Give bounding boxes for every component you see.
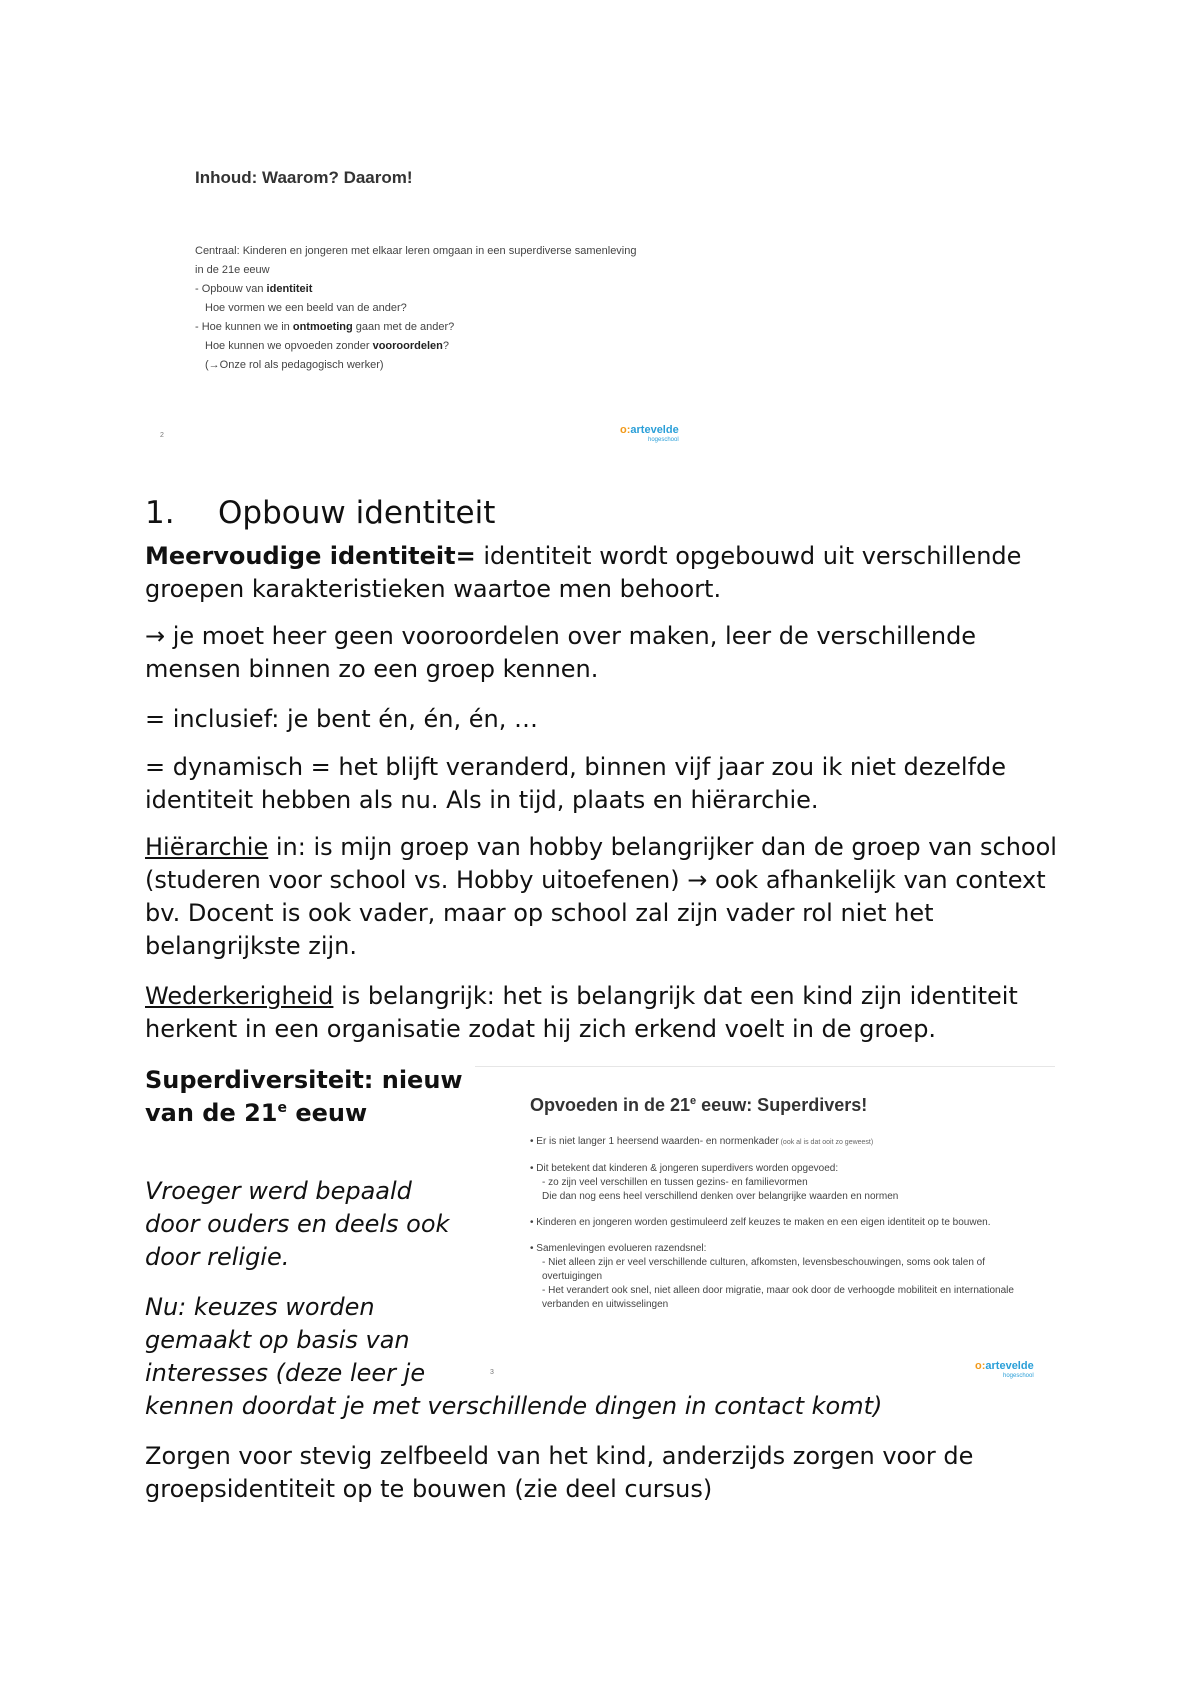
slide-text: - Hoe kunnen we in <box>195 321 293 333</box>
slide-line: in de 21e eeuw <box>195 264 270 276</box>
slide-subline: Hoe vormen we een beeld van de ander? <box>205 302 407 314</box>
paragraph-text: in: is mijn groep van hobby belangrijker dan de groep van school (studeren voor school vs. Hobby uitoefenen) → ook afhankelijk van context bv. Docent is ook vader, maar op school zal zijn vader rol niet het belangrijkste zijn. <box>145 833 1057 960</box>
slide-page-number: 2 <box>160 432 164 439</box>
slide-bullet <box>195 280 695 299</box>
slide-bullet <box>530 1135 1030 1150</box>
superdiversiteit-heading <box>145 1064 465 1130</box>
slide-page-number: 3 <box>490 1369 494 1376</box>
slide-bold: vooroordelen <box>372 340 443 352</box>
slide-bullet: • Kinderen en jongeren worden gestimuleerd zelf keuzes te maken en een eigen identiteit op te bouwen. <box>530 1217 991 1228</box>
slide-subbullet: - zo zijn veel verschillen en tussen gezins- en familievormen <box>542 1177 808 1188</box>
slide-bullet <box>195 318 695 337</box>
slide-bold: identiteit <box>266 283 313 295</box>
paragraph-text: identiteit wordt opgebouwd uit verschillende groepen karakteristieken waartoe men behoort. <box>145 542 1022 603</box>
paragraph-wederkerigheid <box>145 980 1065 1046</box>
slide-subline: (→Onze rol als pedagogisch werker) <box>205 359 384 371</box>
slide-text: ? <box>442 340 449 352</box>
slide-image-superdivers <box>475 1066 1055 1387</box>
heading-text: eeuw <box>287 1099 368 1127</box>
slide-image-contents <box>150 150 710 450</box>
slide-subbullet: - Het verandert ook snel, niet alleen door migratie, maar ook door de verhoogde mobiliteit en internationale verbanden en uitwisselingen <box>542 1285 1014 1310</box>
heading-text: Superdiversiteit: nieuw van de 21 <box>145 1066 463 1127</box>
slide-line: Centraal: Kinderen en jongeren met elkaar leren omgaan in een superdiverse samenleving <box>195 245 637 257</box>
slide-text: - Opbouw van <box>195 283 267 295</box>
logo-subtext: hogeschool <box>648 437 679 443</box>
logo-text: arteveldе <box>985 1360 1034 1372</box>
slide-text: gaan met de ander? <box>352 321 455 333</box>
slide-text: • Er is niet langer 1 heersend waarden- en normenkader <box>530 1136 779 1147</box>
term-underlined: Hiërarchie <box>145 833 269 861</box>
paragraph-hierarchie <box>145 831 1065 963</box>
arteveldе-logo <box>620 425 679 443</box>
logo-mark: o: <box>975 1360 986 1372</box>
logo-text: arteveldе <box>630 424 679 436</box>
paragraph-text: is belangrijk: het is belangrijk dat een kind zijn identiteit herkent in een organisatie zodat hij zich erkend voelt in de groep. <box>145 982 1018 1043</box>
slide-bold: ontmoeting <box>292 321 353 333</box>
superscript: e <box>690 1095 697 1107</box>
slide-title <box>530 1095 867 1116</box>
paragraph-nu: Nu: keuzes worden gemaakt op basis van interesses (deze leer je <box>145 1293 426 1387</box>
logo-subtext: hogeschool <box>1003 1373 1034 1379</box>
paragraph-vroeger: Vroeger werd bepaald door ouders en deels ook door religie. <box>145 1177 450 1271</box>
slide-body <box>195 242 695 375</box>
superscript: e <box>277 1100 287 1116</box>
slide-bullets <box>530 1135 1030 1324</box>
slide-title: Inhoud: Waarom? Daarom! <box>195 168 413 187</box>
paragraph-inclusief: = inclusief: je bent én, én, én, … <box>145 705 538 733</box>
slide-text: • Samenlevingen evolueren razendsnel: <box>530 1243 707 1254</box>
paragraph-nu-continued: kennen doordat je met verschillende dingen in contact komt) <box>145 1392 883 1420</box>
heading-text: Opbouw identiteit <box>218 495 496 531</box>
paragraph-zelfbeeld: Zorgen voor stevig zelfbeeld van het kind, anderzijds zorgen voor de groepsidentiteit op te bouwen (zie deel cursus) <box>145 1442 974 1503</box>
slide-subbullet: Die dan nog eens heel verschillend denken over belangrijke waarden en normen <box>542 1191 899 1202</box>
heading-number: 1. <box>145 495 175 531</box>
arteveldе-logo <box>975 1361 1034 1379</box>
slide-title-text: Opvoeden in de 21 <box>530 1095 691 1115</box>
paragraph-dynamisch: = dynamisch = het blijft veranderd, binnen vijf jaar zou ik niet dezelfde identiteit hebben als nu. Als in tijd, plaats en hiërarchie. <box>145 753 1007 814</box>
term-bold: Meervoudige identiteit= <box>145 542 476 570</box>
slide-bullet <box>530 1242 1030 1312</box>
term-underlined: Wederkerigheid <box>145 982 334 1010</box>
slide-bullet <box>530 1162 1030 1204</box>
logo-mark: o: <box>620 424 631 436</box>
slide-subbullet: - Niet alleen zijn er veel verschillende culturen, afkomsten, levensbeschouwingen, soms ook talen of overtuigingen <box>542 1257 986 1282</box>
slide-subline <box>195 337 695 356</box>
slide-text: • Dit betekent dat kinderen & jongeren superdivers worden opgevoed: <box>530 1163 839 1174</box>
slide-small-text: (ook al is dat ooit zo geweest) <box>778 1139 874 1146</box>
paragraph-meervoudige-identiteit <box>145 540 1065 606</box>
slide-text: Hoe kunnen we opvoeden zonder <box>205 340 373 352</box>
section-heading <box>145 493 495 533</box>
slide-title-text: eeuw: Superdivers! <box>696 1095 868 1115</box>
paragraph-vooroordelen: → je moet heer geen vooroordelen over maken, leer de verschillende mensen binnen zo een groep kennen. <box>145 622 977 683</box>
